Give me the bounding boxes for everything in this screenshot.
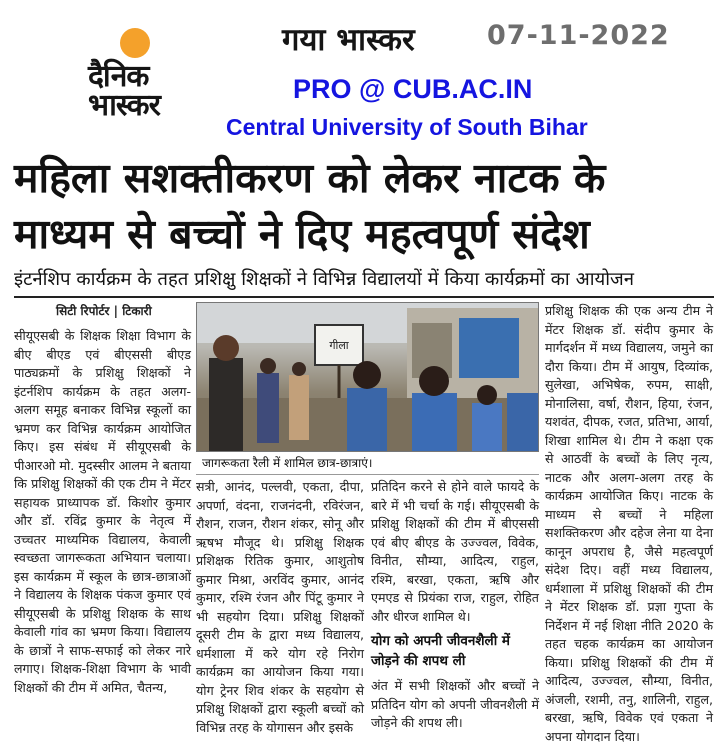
photo-caption: जागरूकता रैली में शामिल छात्र-छात्राएं। (202, 456, 373, 470)
placard-text: गीला (329, 339, 349, 352)
article-column-4: प्रशिक्षु शिक्षक की एक अन्य टीम ने मेंटर शिक्षक डॉ. संदीप कुमार के मार्गदर्शन में मध्य विद्यालय, जमुने का दौरा किया। टीम में आयुष, दिव्यांक, सुलेखा, अभिषेक, रुपम, साक्षी, मोनालिसा, वर्षा, रौशन, हिया, रंजन, यशवंत, दीपक, रजत, प्रतिभा, आर्या, शिखा शामिल थे। टीम ने कक्षा एक से आठवीं के बच्चों के लिए नृत्य, नाटक और अलग-अलग तरह के कार्यक्रम आयोजित किए। नाटक के माध्यम से बच्चों ने महिला सशक्तिकरण और दहेज लेना या देना कानून अपराध है, जैसे महत्वपूर्ण संदेश दिए। वहीं मध्य विद्यालय, धर्मशाला में प्रशिक्षु शिक्षकों की टीम ने मेंटर शिक्षक डॉ. प्रज्ञा गुप्ता के निर्देशन में नई शिक्षा नीति 2020 के तहत चहक कार्यक्रम का आयोजन किया। प्रशिक्षु शिक्षकों की टीम में आदित्य, उज्ज्वल, सौम्या, विनीत, अंजली, रशमी, तनु, शालिनी, राहुल, बरखा, ऋषि, विवेक एवं एकता ने अपना योगदान दिया। (545, 303, 713, 744)
byline: सिटी रिपोर्टर | टिकारी (56, 304, 152, 318)
article-column-1: सीयूएसबी के शिक्षक शिक्षा विभाग के बीए बीएड एवं बीएससी बीएड पाठ्यक्रमों के प्रशिक्षु शिक्षकों ने इंटर्नशिप कार्यक्रम के तहत अलग-अलग समूह बनाकर विभिन्न स्कूलों का भ्रमण कर विभिन्न कार्यक्रम आयोजित किए। इस संबंध में सीयूएसबी के पीआरओ मो. मुदस्सीर आलम ने बताया कि प्रशिक्षु शिक्षकों की एक टीम ने मेंटर सहायक प्राध्यापक डॉ. किशोर कुमार और डॉ. रविंद्र कुमार के नेतृत्व में उच्चतर माध्यमिक विद्यालय, केवाली स्वच्छता जागरूकता अभियान चलाया। इस कार्यक्रम में स्कूल के छात्र-छात्राओं ने विद्यालय के शिक्षक पंकज कुमार एवं सीयूएसबी के प्रशिक्षु शिक्षक के साथ केवाली गांव का भ्रमण किया। विद्यालय के छात्रों ने साफ-सफाई को लेकर नारे लगाए। शिक्षक-शिक्षा विभाग के भावी शिक्षकों की टीम में अमित, चैतन्य, (14, 328, 191, 695)
article-column-3: प्रतिदिन करने से होने वाले फायदे के बारे में भी चर्चा के गई। सीयूएसबी के प्रशिक्षु शिक्षकों की टीम में बीएससी एवं बीए बीएड के उज्ज्वल, विवेक, विनीत, सौम्या, आदित्य, राहुल, रश्मि, बरखा, एकता, ऋषि और एमएड से प्रियंका राज, राहुल, रोहित और धीरज शामिल थे। (371, 479, 539, 624)
headline: महिला सशक्तीकरण को लेकर नाटक के माध्यम से बच्चों ने दिए महत्वपूर्ण संदेश (14, 154, 606, 258)
publication-date: 07-11-2022 (487, 20, 670, 51)
edition-name: गया भास्कर (282, 22, 415, 58)
source-university: Central University of South Bihar (226, 114, 588, 140)
article-column-2: सत्री, आनंद, पल्लवी, एकता, दीपा, अपर्णा, वंदना, राजनंदनी, रविरंजन, रौशन, राजन, रौशन शंकर, सोनू और ऋषभ मौजूद थे। प्रशिक्षु शिक्षक प्रशिक्षक रितिक कुमार, आशुतोष कुमार मिश्रा, अरविंद कुमार, आनंद कुमार, रश्मि रंजन और पिंटू कुमार ने भी सहयोग दिया। प्रशिक्षु शिक्षकों दूसरी टीम के द्वारा मध्य विद्यालय, धर्मशाला में करे योग रहे निरोग कार्यक्रम का आयोजन किया गया। योग ट्रेनर शिव शंकर के सहयोग से प्रशिक्षु शिक्षकों द्वारा स्कूली बच्चों को विभिन्न तरह के योगासन और इसके (196, 479, 364, 735)
headline-divider (14, 296, 714, 298)
section-heading: योग को अपनी जीवनशैली में जोड़ने की शपथ ली (371, 633, 510, 669)
newspaper-logo: दैनिक भास्कर (88, 59, 160, 123)
caption-divider (196, 474, 539, 475)
rally-photo (196, 302, 539, 452)
rally-photo-illustration (197, 303, 539, 452)
logo-sun-icon (120, 28, 150, 58)
article-column-3-end: अंत में सभी शिक्षकों और बच्चों ने प्रतिदिन योग को अपनी जीवनशैली में जोड़ने की शपथ ली। (371, 678, 539, 730)
subheadline: इंटर्नशिप कार्यक्रम के तहत प्रशिक्षु शिक्षकों ने विभिन्न विद्यालयों में किया कार्यक्रमों का आयोजन (14, 269, 634, 290)
source-pro-link[interactable]: PRO @ CUB.AC.IN (293, 74, 533, 104)
